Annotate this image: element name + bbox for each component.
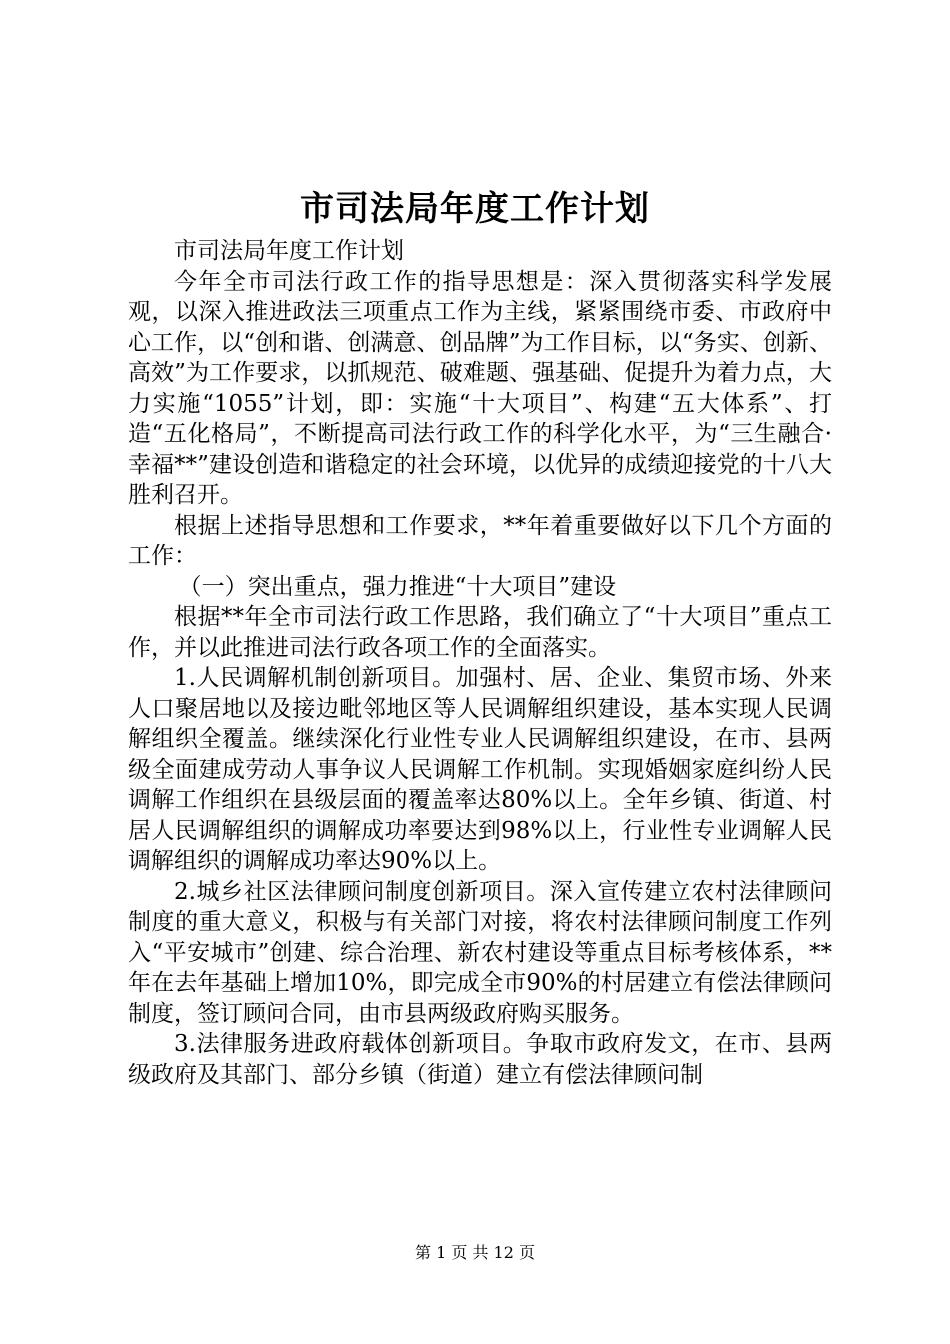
paragraph-item-2: 2.城乡社区法律顾问制度创新项目。深入宣传建立农村法律顾问制度的重大意义，积极与有关部门对接，将农村法律顾问制度工作列入“平安城市”创建、综合治理、新农村建设等重点目标考核体系，**年在去年基础上增加10%，即完成全市90%的村居建立有偿法律顾问制度，签订顾问合同，由市县两级政府购买服务。: [128, 878, 832, 1027]
paragraph-work-intro: 根据上述指导思想和工作要求，**年着重要做好以下几个方面的工作：: [128, 512, 832, 569]
paragraph-ten-projects: 根据**年全市司法行政工作思路，我们确立了“十大项目”重点工作，并以此推进司法行政各项工作的全面落实。: [128, 604, 832, 661]
page-number-footer: 第 1 页 共 12 页: [415, 1243, 535, 1262]
paragraph-guiding-ideology: 今年全市司法行政工作的指导思想是：深入贯彻落实科学发展观，以深入推进政法三项重点工作为主线，紧紧围绕市委、市政府中心工作，以“创和谐、创满意、创品牌”为工作目标，以“务实、创新、高效”为工作要求，以抓规范、破难题、强基础、促提升为着力点，大力实施“1055”计划，即：实施“十大项目”、构建“五大体系”、打造“五化格局”，不断提高司法行政工作的科学化水平，为“三生融合·幸福**”建设创造和谐稳定的社会环境，以优异的成绩迎接党的十八大胜利召开。: [128, 268, 832, 508]
document-body: [128, 236, 832, 1090]
paragraph-heading-repeat: 市司法局年度工作计划: [174, 238, 404, 264]
section-heading-1: （一）突出重点，强力推进“十大项目”建设: [178, 573, 617, 600]
paragraph-item-1: 1.人民调解机制创新项目。加强村、居、企业、集贸市场、外来人口聚居地以及接边毗邻地区等人民调解组织建设，基本实现人民调解组织全覆盖。继续深化行业性专业人民调解组织建设，在市、县两级全面建成劳动人事争议人民调解工作机制。实现婚姻家庭纠纷人民调解工作组织在县级层面的覆盖率达80%以上。全年乡镇、街道、村居人民调解组织的调解成功率要达到98%以上，行业性专业调解人民调解组织的调解成功率达90%以上。: [128, 665, 832, 874]
paragraph-item-3: 3.法律服务进政府载体创新项目。争取市政府发文，在市、县两级政府及其部门、部分乡镇（街道）建立有偿法律顾问制: [128, 1031, 832, 1088]
document-title: 市司法局年度工作计划: [300, 189, 650, 229]
